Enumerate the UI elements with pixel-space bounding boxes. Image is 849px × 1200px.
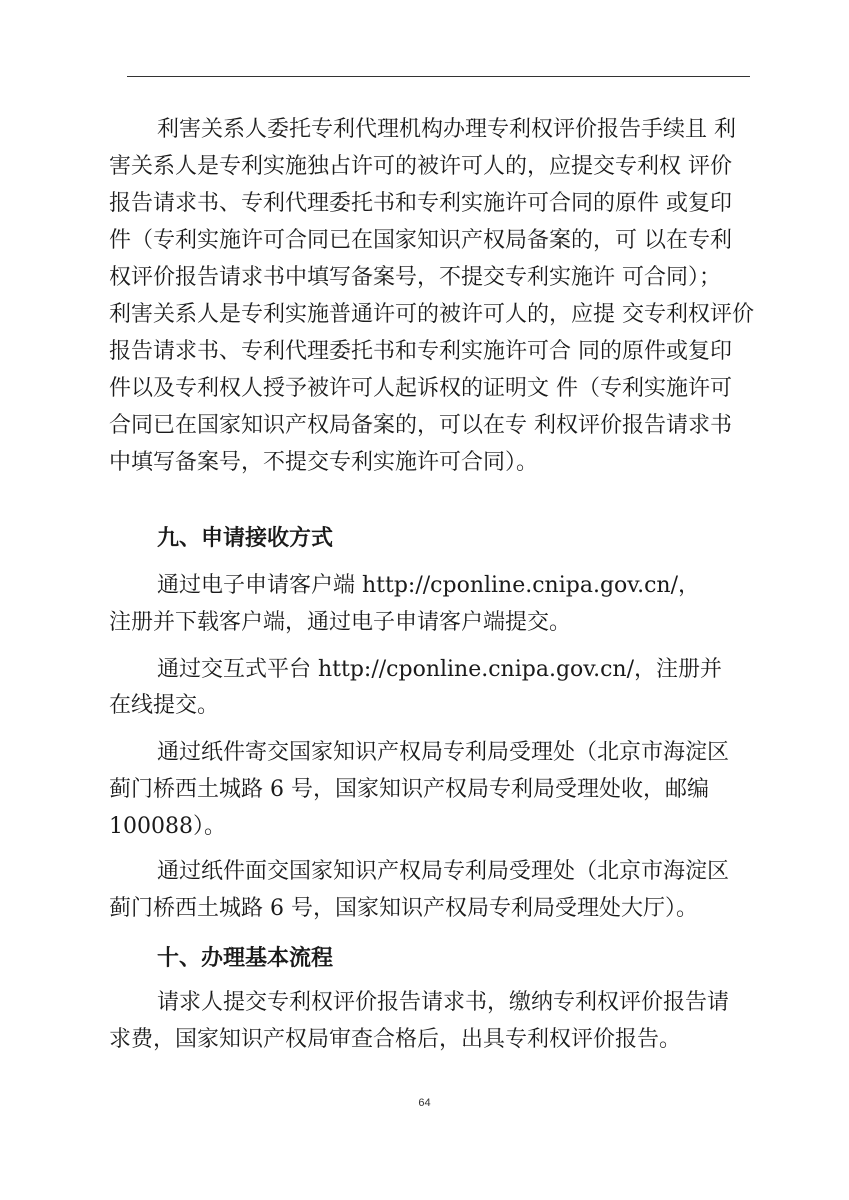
paragraph-line: 权评价报告请求书中填写备案号，不提交专利实施许 可合同）； (109, 265, 721, 290)
paragraph-line: 报告请求书、专利代理委托书和专利实施许可合同的原件 或复印 (109, 191, 732, 216)
paragraph-line: 注册并下载客户端，通过电子申请客户端提交。 (109, 610, 572, 635)
paragraph-line: 蓟门桥西土城路 6 号，国家知识产权局专利局受理处收，邮编 (109, 777, 709, 802)
paragraph-line: 合同已在国家知识产权局备案的，可以在专 利权评价报告请求书 (109, 413, 732, 438)
paragraph-line: 通过纸件面交国家知识产权局专利局受理处（北京市海淀区 (157, 859, 730, 884)
section-heading-10: 十、办理基本流程 (157, 946, 334, 971)
paragraph-line: 求费，国家知识产权局审查合格后，出具专利权评价报告。 (109, 1027, 682, 1052)
paragraph-line: 100088）。 (109, 814, 226, 839)
paragraph-line: 在线提交。 (109, 693, 220, 718)
paragraph-line: 请求人提交专利权评价报告请求书，缴纳专利权评价报告请 (157, 990, 730, 1015)
paragraph-line: 利害关系人是专利实施普通许可的被许可人的，应提 交专利权评价 (109, 302, 754, 327)
paragraph-line: 中填写备案号，不提交专利实施许可合同）。 (109, 450, 539, 475)
paragraph-line: 件（专利实施许可合同已在国家知识产权局备案的，可 以在专利 (109, 228, 732, 253)
section-heading-9: 九、申请接收方式 (157, 526, 334, 551)
paragraph-line: 害关系人是专利实施独占许可的被许可人的，应提交专利权 评价 (109, 154, 732, 179)
paragraph-line: 通过纸件寄交国家知识产权局专利局受理处（北京市海淀区 (157, 740, 730, 765)
paragraph-line: 通过交互式平台 http://cponline.cnipa.gov.cn/，注册并 (157, 657, 722, 682)
paragraph-line: 报告请求书、专利代理委托书和专利实施许可合 同的原件或复印 (109, 339, 732, 364)
paragraph-line: 蓟门桥西土城路 6 号，国家知识产权局专利局受理处大厅）。 (109, 896, 698, 921)
header-rule (127, 76, 750, 77)
page-number: 64 (418, 1097, 431, 1109)
paragraph-line: 件以及专利权人授予被许可人起诉权的证明文 件（专利实施许可 (109, 376, 732, 401)
paragraph-line: 利害关系人委托专利代理机构办理专利权评价报告手续且 利 (157, 117, 736, 142)
paragraph-line: 通过电子申请客户端 http://cponline.cnipa.gov.cn/， (157, 573, 700, 598)
